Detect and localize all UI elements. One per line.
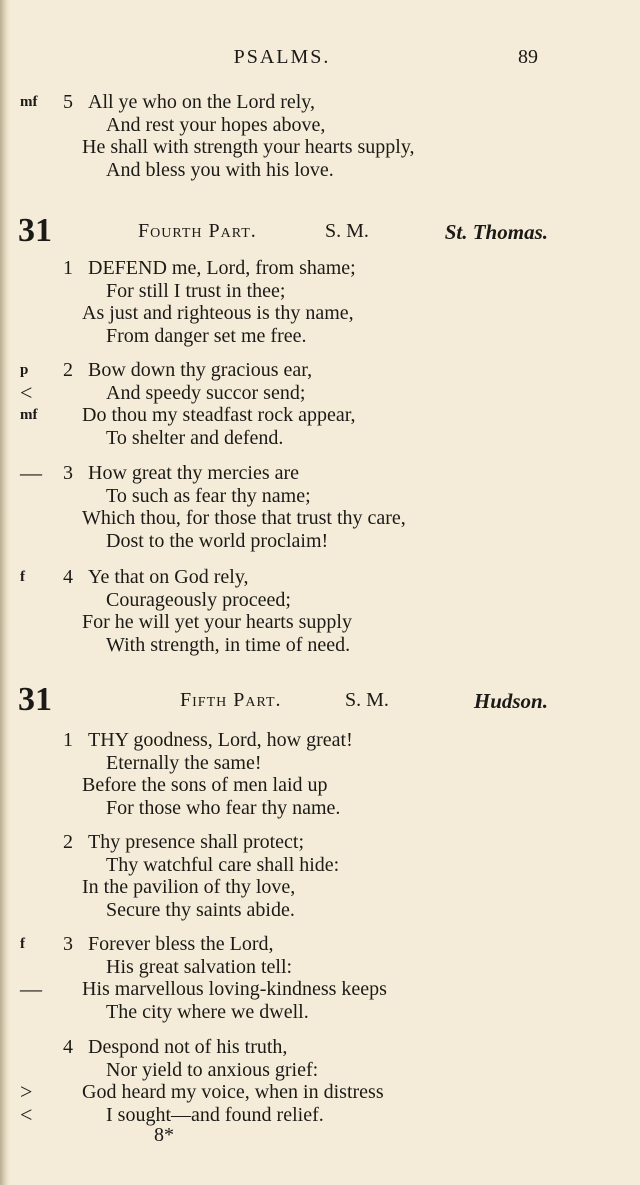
verse-text: His great salvation tell: [106,955,293,978]
verse-line [0,280,640,303]
stanza [0,359,640,449]
verse-text: All ye who on the Lord rely, [88,91,315,113]
verse-text: Which thou, for those that trust thy care, [82,507,406,529]
verse-text: Forever bless the Lord, [88,933,274,955]
verse-line [0,427,640,450]
dynamic-marking: < [20,379,33,405]
verse-text: I sought—and found relief. [106,1103,324,1126]
verse-number: 3 [63,933,73,955]
verse-line [0,1081,640,1104]
verse-number: 1 [63,257,73,279]
verse-number: 4 [63,566,73,588]
verse-line [0,1001,640,1024]
verse-line [0,797,640,820]
verse-text: Nor yield to anxious grief: [106,1058,319,1081]
verse-line [0,1101,640,1127]
verse-text: The city where we dwell. [106,1000,309,1023]
verse-line [0,1036,640,1059]
verse-text: Ye that on God rely, [88,566,249,588]
verse-number: 1 [63,729,73,751]
verse-text: His marvellous loving-kindness keeps [82,978,387,1000]
stanza [0,462,640,552]
verse-line [0,854,640,877]
verse-text: Bow down thy gracious ear, [88,359,313,381]
verse-line [0,114,640,137]
verse-text: And bless you with his love. [106,158,334,181]
verse-text: With strength, in time of need. [106,633,351,656]
running-head-title: PSALMS. [233,46,331,68]
psalm-meter: S. M. [325,220,369,242]
verse-text: THY goodness, Lord, how great! [88,729,353,751]
verse-text: Thy watchful care shall hide: [106,853,340,876]
verse-line [0,634,640,657]
dynamic-marking: — [20,976,42,1001]
verse-line [0,159,640,182]
stanza [0,933,640,1023]
verse-text: For he will yet your hearts supply [82,611,352,633]
verse-line [0,257,640,280]
verse-text: Secure thy saints abide. [106,898,295,921]
psalm-tune: Hudson. [473,689,548,713]
dynamic-marking: f [20,569,25,585]
verse-line [0,325,640,348]
verse-text: From danger set me free. [106,324,307,347]
stanza [0,1036,640,1126]
verse-line [0,136,640,159]
verse-line [0,404,640,427]
dynamic-marking: > [20,1079,33,1104]
verse-line [0,752,640,775]
verse-line [0,933,640,956]
verse-text: Courageously proceed; [106,588,291,611]
verse-text: DEFEND me, Lord, from shame; [88,257,356,279]
verse-line [0,507,640,530]
verse-line [0,876,640,899]
verse-line [0,956,640,979]
psalm-meter: S. M. [345,689,389,711]
verse-text: In the pavilion of thy love, [82,876,296,898]
psalm-part: Fourth Part. [138,220,257,242]
psalm-tune: St. Thomas. [444,220,548,244]
verse-line [0,302,640,325]
page-number: 89 [518,46,538,68]
verse-line [0,485,640,508]
psalm-number: 31 [18,212,52,249]
verse-number: 5 [63,91,73,113]
verse-text: And rest your hopes above, [106,113,326,136]
psalm-heading-fourth-part [18,212,548,252]
psalm-heading-fifth-part [18,681,548,721]
stanza [0,257,640,347]
verse-text: Before the sons of men laid up [82,774,328,796]
dynamic-marking: — [20,460,42,485]
psalm-part: Fifth Part. [180,689,282,711]
psalm-number: 31 [18,681,52,718]
verse-number: 2 [63,831,73,853]
verse-text: And speedy succor send; [106,381,306,404]
verse-line [0,978,640,1001]
verse-line [0,530,640,553]
dynamic-marking: mf [20,94,38,110]
stanza [0,91,640,181]
verse-text: Thy presence shall protect; [88,831,305,853]
verse-line [0,1059,640,1082]
verse-text: Do thou my steadfast rock appear, [82,404,356,426]
verse-line [0,359,640,382]
verse-line [0,91,640,114]
stanza [0,566,640,656]
verse-number: 3 [63,462,73,484]
dynamic-marking: mf [20,407,38,423]
verse-line [0,774,640,797]
verse-text: For still I trust in thee; [106,279,286,302]
verse-text: How great thy mercies are [88,462,300,484]
verse-number: 2 [63,359,73,381]
verse-line [0,379,640,405]
dynamic-marking: p [20,362,29,378]
verse-line [0,831,640,854]
stanza [0,729,640,819]
dynamic-marking: < [20,1101,33,1127]
signature-mark: 8* [154,1124,174,1146]
verse-text: God heard my voice, when in distress [82,1081,384,1103]
verse-text: Despond not of his truth, [88,1036,288,1058]
verse-text: To such as fear thy name; [106,484,311,507]
verse-line [0,611,640,634]
verse-number: 4 [63,1036,73,1058]
verse-text: Eternally the same! [106,751,262,774]
verse-text: Dost to the world proclaim! [106,529,329,552]
verse-line [0,899,640,922]
verse-line [0,566,640,589]
stanza [0,831,640,921]
verse-text: For those who fear thy name. [106,796,341,819]
verse-text: To shelter and defend. [106,426,284,449]
verse-line [0,462,640,485]
verse-line [0,589,640,612]
dynamic-marking: f [20,936,25,952]
verse-text: As just and righteous is thy name, [82,302,354,324]
verse-line [0,729,640,752]
verse-text: He shall with strength your hearts supply, [82,136,415,158]
